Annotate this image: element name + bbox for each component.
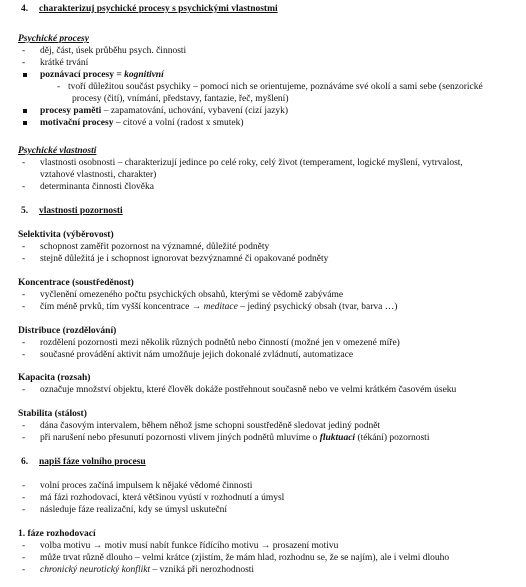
- faze-rozhodovaci-heading: 1. fáze rozhodovací: [18, 529, 96, 539]
- stabilita-heading: Stabilita (stálost): [18, 409, 87, 419]
- item-text: poznávací procesy = kognitivní: [40, 70, 164, 80]
- item-text: vztahové vlastnosti, charakter): [40, 170, 157, 180]
- item-text: motivační procesy – citové a volní (radost x smutek): [40, 118, 244, 128]
- item-text: má fázi rozhodovací, která většinou vyústí v rozhodnutí a úmysl: [40, 493, 285, 503]
- item-text: současné provádění aktivit nám umožňuje jejich dokonalé zvládnutí, automatizace: [40, 350, 354, 360]
- item-text: vyčlenění omezeného počtu psychických obsahů, kterými se vědomě zabýváme: [40, 290, 344, 300]
- item-text: čím méně prvků, tím vyšší koncentrace → meditace – jediný psychický obsah (tvar, barva …): [40, 302, 398, 312]
- item-text: následuje fáze realizační, kdy se úmysl uskuteční: [40, 505, 228, 515]
- kapacita-heading: Kapacita (rozsah): [18, 373, 91, 383]
- item-text: stejně důležitá je i schopnost ignorovat bezvýznamné či opakované podněty: [40, 254, 329, 264]
- section-number: 5.: [21, 206, 29, 216]
- item-text: dána časovým intervalem, během něhož jsme schopni soustředěně sledovat jediný podnět: [40, 421, 381, 431]
- item-text: vlastnosti osobnosti – charakterizují jedince po celé roky, celý život (temperament, logické myšlení, vytrvalost,: [40, 158, 463, 168]
- section-4-heading: [21, 4, 278, 16]
- item-text: rozdělení pozornosti mezi několik různých podnětů nebo činností (možné jen v omezené míře): [40, 338, 400, 348]
- section-title: charakterizuj psychické procesy s psychickými vlastnostmi: [39, 4, 278, 14]
- procesy-heading: Psychické procesy: [18, 34, 89, 44]
- item-text: označuje množství objektu, které člověk dokáže postřehnout současně nebo ve velmi krátkém časovém úseku: [40, 385, 457, 395]
- item-text: schopnost zaměřit pozornost na významné, důležité podněty: [40, 242, 270, 252]
- square-bullet-icon: [23, 121, 27, 125]
- vlastnosti-heading: Psychické vlastnosti: [18, 146, 97, 156]
- item-text: volní proces začíná impulsem k nějaké vědomé činnosti: [40, 481, 253, 491]
- square-bullet-icon: [23, 109, 27, 113]
- section-title: vlastnosti pozornosti: [39, 206, 123, 216]
- section-5-heading: [21, 206, 123, 218]
- item-text: determinanta činnosti člověka: [40, 182, 154, 192]
- koncentrace-heading: Koncentrace (soustředěnost): [18, 278, 134, 288]
- distribuce-heading: Distribuce (rozdělování): [18, 326, 117, 336]
- item-text: děj, část, úsek průběhu psych. činnosti: [40, 46, 187, 56]
- document-page: 4. charakterizuj psychické procesy s psychickými vlastnostmi Psychické procesy - děj, část, úsek průběhu psych. činnosti - krátké trvání poznávací procesy = kognitivní - tvoří důležitou součást psychiky – pomocí nich se orientujeme, poznáváme své okolí a sami sebe (senzorické procesy (čití), vnímání, představy, fantazie, řeč, myšlení) procesy paměti – zapamatování, uchování, vybavení (cizí jazyk) motivační procesy – citové a volní (radost x smutek) Psychické vlastnosti - vlastnosti osobnosti – charakterizují jedince po celé roky, celý život (temperament, logické myšlení, vytrvalost, vztahové vlastnosti, charakter) - determinanta činnosti člověka 5. vlastnosti pozornosti Selektivita (výběrovost) - schopnost zaměřit pozornost na významné, důležité podněty - stejně důležitá je i schopnost ignorovat bezvýznamné či opakované podněty Koncentrace (soustředěnost) - vyčlenění omezeného počtu psychických obsahů, kterými se vědomě zabýváme - čím méně prvků, tím vyšší koncentrace → meditace – jediný psychický obsah (tvar, barva …) Distribuce (rozdělování) - rozdělení pozornosti mezi několik různých podnětů nebo činností (možné jen v omezené míře) - současné provádění aktivit nám umožňuje jejich dokonalé zvládnutí, automatizace Kapacita (rozsah) - označuje množství objektu, které člověk dokáže postřehnout současně nebo ve velmi krátkém časovém úseku Stabilita (stálost) - dána časovým intervalem, během něhož jsme schopni soustředěně sledovat jediný podnět - při narušení nebo přesunutí pozornosti vlivem jiných podnětů mluvíme o fluktuaci (tékání) pozornosti 6. napiš fáze volního procesu - volní proces začíná impulsem k nějaké vědomé činnosti - má fázi rozhodovací, která většinou vyústí v rozhodnutí a úmysl - následuje fáze realizační, kdy se úmysl uskuteční 1. fáze rozhodovací - volba motivu → motiv musí nabít funkce řídícího motivu → prosazení motivu - může trvat různě dlouho – velmi krátce (zjistím, že mám hlad, rozhodnu se, že se najím), ale i velmi dlouho - chronický neurotický konflikt – vzniká při nerozhodnosti: [18, 4, 483, 575]
- section-title: napiš fáze volního procesu: [39, 457, 146, 467]
- item-text: při narušení nebo přesunutí pozornosti vlivem jiných podnětů mluvíme o fluktuaci (tékání) pozornosti: [40, 433, 430, 443]
- item-text: může trvat různě dlouho – velmi krátce (zjistím, že mám hlad, rozhodnu se, že se najím), ale i velmi dlouho: [40, 553, 450, 563]
- item-text: volba motivu → motiv musí nabít funkce řídícího motivu → prosazení motivu: [40, 541, 339, 551]
- selektivita-heading: Selektivita (výběrovost): [18, 230, 114, 240]
- section-number: 4.: [21, 4, 29, 14]
- item-text: krátké trvání: [40, 58, 89, 68]
- item-text: tvoří důležitou součást psychiky – pomocí nich se orientujeme, poznáváme své okolí a sami sebe (senzorické: [68, 82, 483, 92]
- section-number: 6.: [21, 457, 29, 467]
- square-bullet-icon: [23, 73, 27, 77]
- item-text: procesy paměti – zapamatování, uchování, vybavení (cizí jazyk): [40, 106, 289, 116]
- section-6-heading: [21, 457, 146, 469]
- item-text: procesy (čití), vnímání, představy, fantazie, řeč, myšlení): [72, 94, 289, 104]
- item-text: chronický neurotický konflikt – vzniká při nerozhodnosti: [40, 565, 255, 575]
